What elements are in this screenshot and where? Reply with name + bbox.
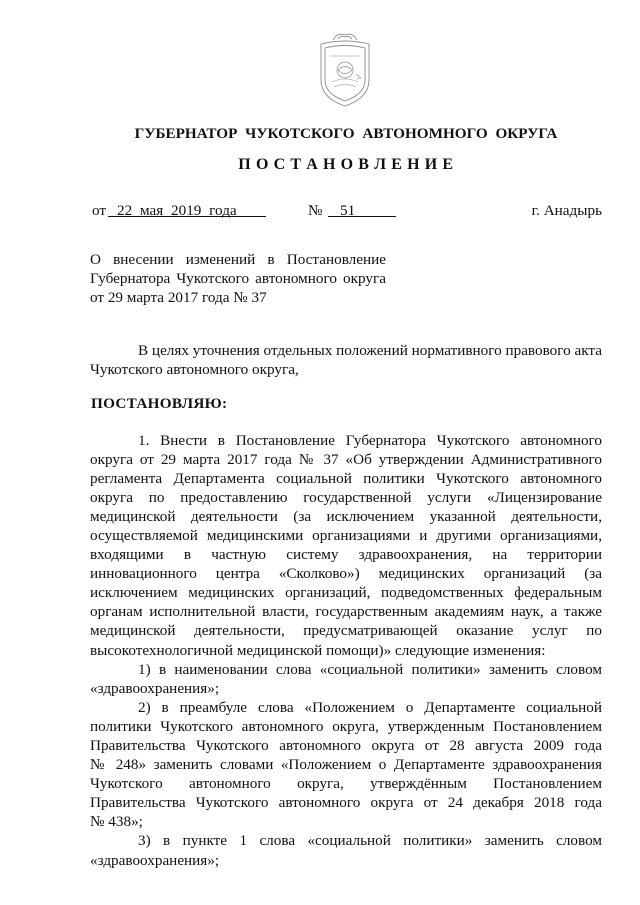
body-line: политики Чукотского автономного округа, утвержденным Постановлением (90, 717, 602, 735)
subject-line: Губернатора Чукотского автономного округа (90, 270, 386, 288)
issuer-title: ГУБЕРНАТОР ЧУКОТСКОГО АВТОНОМНОГО ОКРУГА (134, 125, 558, 142)
body-line: округа от 29 марта 2017 года № 37 «Об утверждении Административного (90, 450, 602, 468)
body-line: Правительства Чукотского автономного округа от 28 августа 2009 года (90, 737, 602, 754)
body-line: инновационного центра «Сколково») медицинских организаций (за (90, 565, 602, 583)
date-number-place-row (90, 201, 602, 220)
body-line: 2) в преамбуле слова «Положением о Департаменте социальной (138, 698, 602, 716)
body-line: «здравоохранения»; (90, 851, 220, 869)
document-date: 22 мая 2019 года (108, 201, 266, 217)
paragraph-1 (90, 431, 602, 660)
paragraph-1-3 (90, 831, 602, 869)
body-line: 1. Внести в Постановление Губернатора Чукотского автономного (138, 431, 602, 449)
number-label: № (308, 202, 323, 219)
body-line: органам исполнительной власти, государственным академиям наук, а также (90, 603, 602, 621)
body-line: регламента Департамента социальной политики Чукотского автономного (90, 469, 602, 487)
document-place: г. Анадырь (531, 202, 602, 219)
document-type: П О С Т А Н О В Л Е Н И Е (238, 156, 454, 173)
paragraph-1-1 (90, 660, 602, 698)
body-line: 1) в наименовании слова «социальной политики» заменить словом (138, 660, 602, 678)
document-number: 51 (328, 201, 396, 217)
body-text (90, 431, 602, 870)
body-line: входящими в частную систему здравоохранения, на территории (90, 546, 602, 564)
body-line: медицинской деятельности (за исключением указанной деятельности, (90, 507, 602, 525)
resolve-heading: ПОСТАНОВЛЯЮ: (91, 395, 228, 412)
date-from-label: от (92, 202, 107, 219)
subject-line: от 29 марта 2017 года № 37 (90, 289, 267, 307)
body-line: № 438»; (90, 813, 143, 831)
body-line: Правительства Чукотского автономного округа от 24 декабря 2018 года (90, 794, 602, 812)
preamble-line: Чукотского автономного округа, (90, 361, 299, 379)
body-line: исключением медицинских организаций, подведомственных федеральным (90, 584, 602, 602)
body-line: высокотехнологичной медицинской помощи)» следующие изменения: (90, 641, 546, 659)
body-line: 3) в пункте 1 слова «социальной политики» заменить словом (138, 832, 602, 850)
body-line: Чукотского автономного округа, утверждённым Постановлением (90, 775, 602, 793)
paragraph-1-2 (90, 698, 602, 832)
document-subject (90, 250, 386, 307)
body-line: округа по предоставлению государственной услуги «Лицензирование (90, 488, 602, 506)
preamble (90, 341, 602, 379)
body-line: «здравоохранения»; (90, 679, 220, 697)
body-line: № 248» заменить словами «Положением о Департаменте здравоохранения (90, 756, 602, 774)
subject-line: О внесении изменений в Постановление (90, 251, 386, 268)
preamble-line: В целях уточнения отдельных положений нормативного правового акта (138, 342, 602, 359)
coat-of-arms-icon (316, 30, 374, 108)
body-line: осуществляемой медицинскими организациями и другими организациями, (90, 526, 602, 544)
body-line: медицинской деятельности, предусматривающей оказание услуг по (90, 622, 602, 640)
